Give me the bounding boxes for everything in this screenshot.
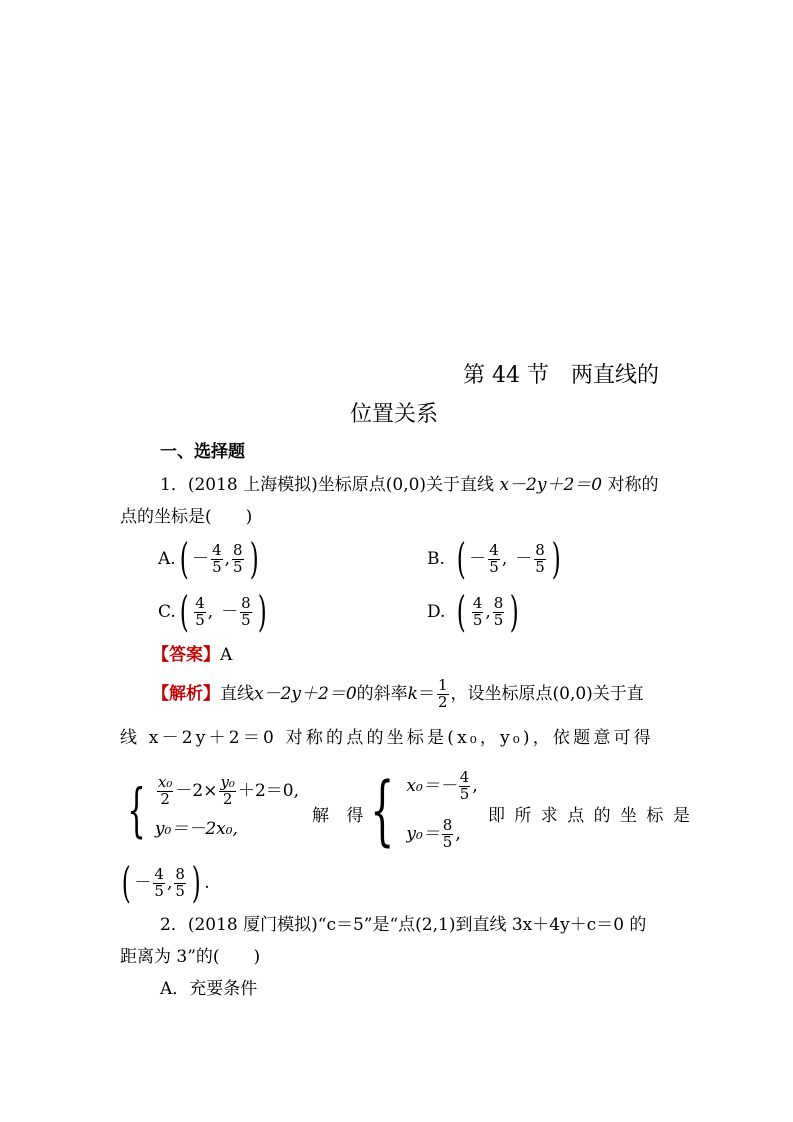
q1-stem-equation: x－2y＋2＝0 — [499, 475, 603, 495]
q1-stem-text-b: 对称的 — [602, 475, 659, 495]
q1-analysis-line2: 线 x－2y＋2＝0 对称的点的坐标是(x₀，y₀)，依题意可得 — [120, 728, 654, 748]
q1-analysis-line1: 【解析】 直线 x－2y＋2＝0 的斜率 k ＝ $\frac{1}{2}$ ，设坐标原点(0,0)关于直 — [152, 676, 644, 711]
q2-stem-line1: 2．(2018 厦门模拟)“c＝5”是“点(2,1)到直线 3x＋4y＋c＝0 的 — [160, 915, 647, 935]
option-d-label: D. — [427, 601, 446, 622]
slope-fraction: $\frac{1}{2}$ — [437, 676, 448, 711]
option-c[interactable] — [158, 587, 270, 636]
final-x-fraction: $\frac{4}{5}$ — [154, 864, 164, 900]
option-a-x-fraction: $\frac{4}{5}$ — [212, 540, 222, 576]
slope-symbol: k — [407, 683, 418, 704]
option-b-point: ( － $\frac{4}{5}$ , － $\frac{8}{5}$ ) — [456, 534, 561, 583]
q2-option-a[interactable]: A．充要条件 — [160, 979, 258, 999]
q1-stem-line2: 点的坐标是( ) — [120, 507, 253, 527]
system2-row2: y₀＝ $\frac{8}{5}$ , — [406, 815, 461, 851]
option-d[interactable] — [427, 587, 523, 636]
system2-row1: x₀＝－ $\frac{4}{5}$ , — [406, 767, 478, 803]
option-b[interactable] — [427, 534, 564, 583]
option-c-point: ( $\frac{4}{5}$ , － $\frac{8}{5}$ ) — [179, 587, 267, 636]
system1-brace: { — [127, 776, 146, 844]
system-of-equations-2 — [358, 762, 478, 858]
option-d-point: ( $\frac{4}{5}$ , $\frac{8}{5}$ ) — [457, 587, 520, 636]
system1-row2: y₀＝－2x₀, — [154, 818, 238, 839]
option-a-label: A. — [158, 548, 176, 569]
option-b-x-fraction: $\frac{4}{5}$ — [489, 540, 499, 576]
q2-stem-line2: 距离为 3”的( ) — [120, 947, 261, 967]
option-b-label: B. — [427, 548, 445, 569]
option-d-y-fraction: $\frac{8}{5}$ — [493, 593, 504, 629]
conclusion-text: 即 所 求 点 的 坐 标 是 — [488, 806, 692, 826]
analysis-tag: 【解析】 — [152, 683, 220, 704]
option-d-x-fraction: $\frac{4}{5}$ — [472, 593, 483, 629]
part-heading: 一、选择题 — [160, 442, 245, 462]
q1-stem-line1 — [160, 477, 659, 494]
option-c-y-fraction: $\frac{8}{5}$ — [241, 593, 251, 629]
option-c-x-fraction: $\frac{4}{5}$ — [195, 593, 205, 629]
answer-tag: 【答案】 — [152, 645, 220, 665]
q1-answer — [152, 647, 232, 664]
analysis-equation: x－2y＋2＝0 — [254, 683, 357, 704]
section-title-line1: 第 44 节 两直线的 — [463, 363, 659, 388]
final-y-fraction: $\frac{8}{5}$ — [175, 864, 185, 900]
answer-value: A — [220, 645, 233, 665]
option-a[interactable] — [158, 534, 262, 583]
option-a-y-fraction: $\frac{8}{5}$ — [233, 540, 243, 576]
solve-label: 解 得 — [312, 806, 370, 826]
system2-brace: { — [370, 765, 395, 854]
option-b-y-fraction: $\frac{8}{5}$ — [535, 540, 545, 576]
option-c-label: C. — [158, 601, 176, 622]
system-of-equations-1 — [118, 772, 299, 848]
q1-stem-text-a: 1．(2018 上海模拟)坐标原点(0,0)关于直线 — [160, 475, 500, 495]
final-answer-point: ( － $\frac{4}{5}$ , $\frac{8}{5}$ ) . — [121, 858, 210, 907]
system1-row1: $\frac{\text{x₀}}{2}$ －2× $\frac{\text{y₀}}{2}$ ＋2＝0, — [157, 772, 299, 808]
section-title-line2: 位置关系 — [350, 402, 439, 427]
option-a-point: ( － $\frac{4}{5}$ , $\frac{8}{5}$ ) — [179, 534, 259, 583]
